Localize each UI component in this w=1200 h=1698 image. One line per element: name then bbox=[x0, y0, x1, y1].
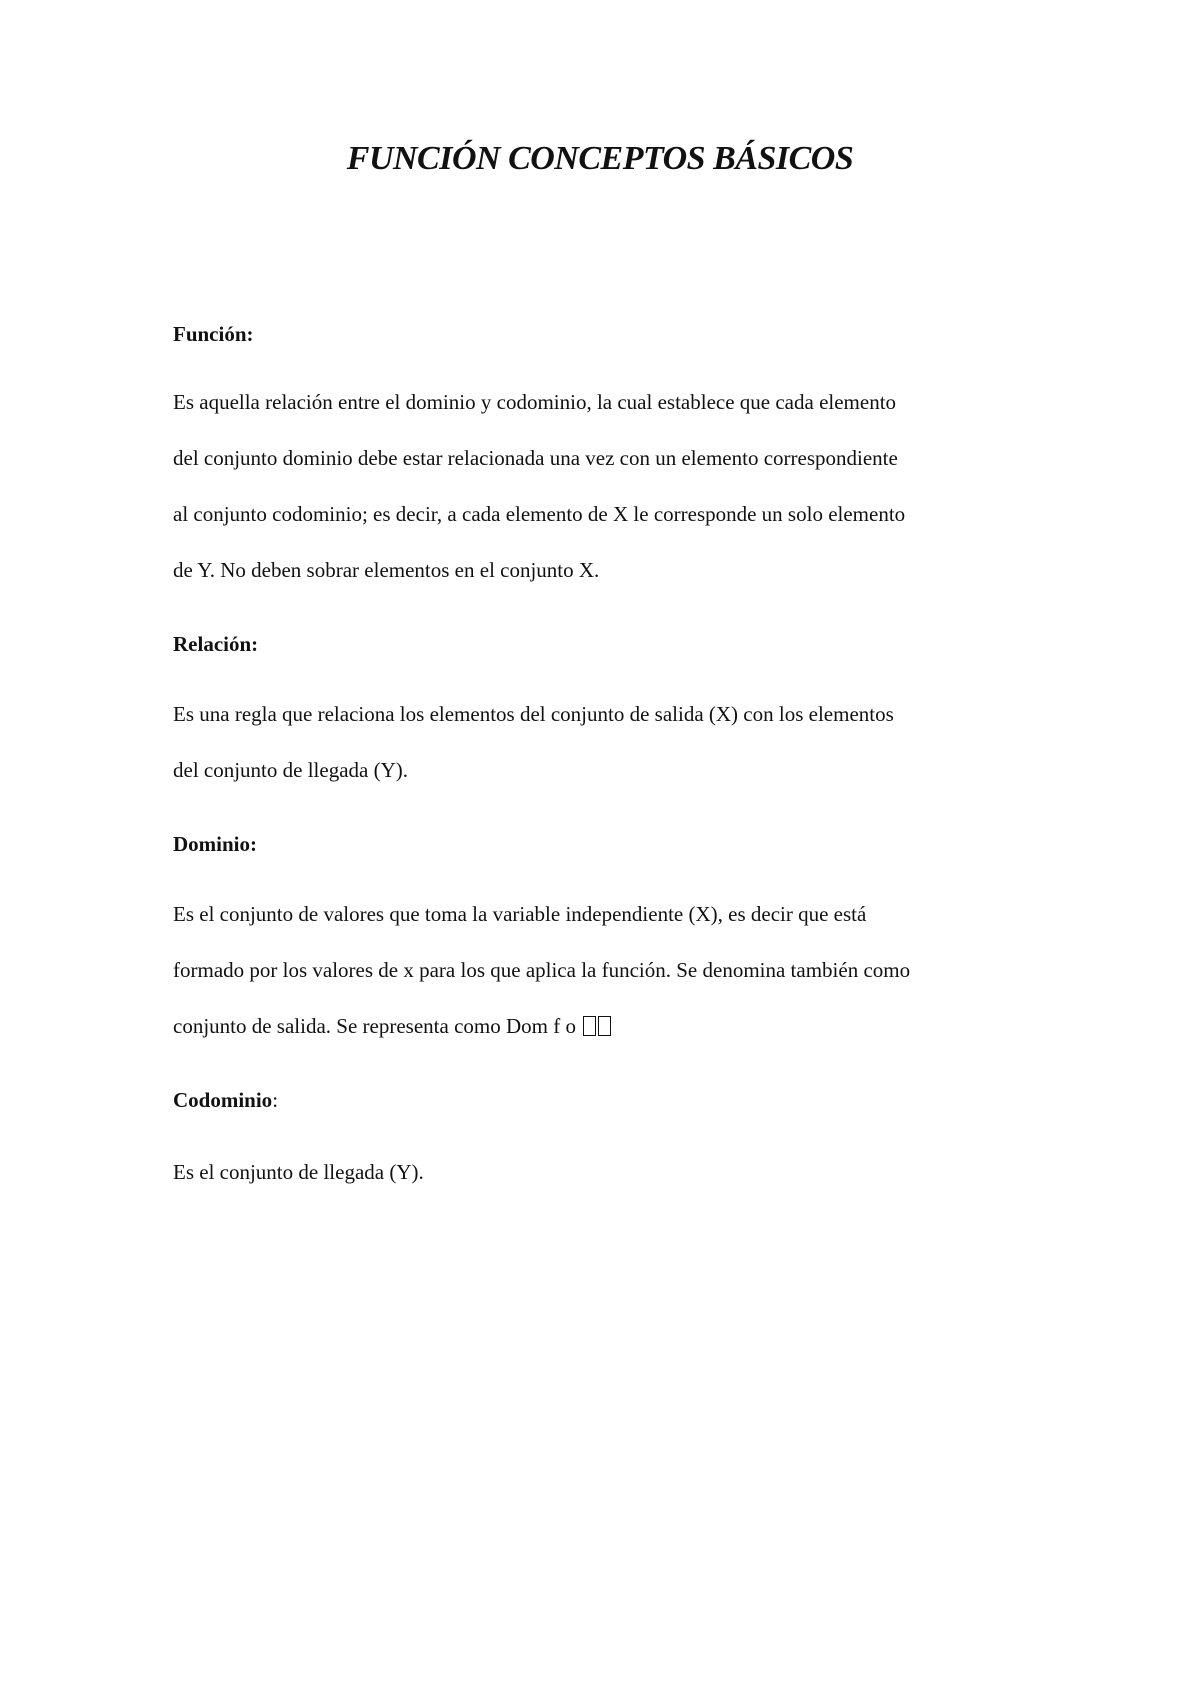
paragraph-line: Es el conjunto de valores que toma la variable independiente (X), es decir que está bbox=[173, 902, 867, 926]
paragraph-line-text: conjunto de salida. Se representa como Dom f o bbox=[173, 1014, 582, 1038]
paragraph-line: Es aquella relación entre el dominio y codominio, la cual establece que cada elemento bbox=[173, 390, 897, 414]
section-heading-funcion: Función: bbox=[173, 322, 254, 346]
paragraph-line: Es una regla que relaciona los elementos del conjunto de salida (X) con los elementos bbox=[173, 702, 894, 726]
section-heading-dominio: Dominio: bbox=[173, 832, 257, 856]
paragraph-line: del conjunto dominio debe estar relacionada una vez con un elemento correspondiente bbox=[173, 446, 898, 470]
missing-glyph-box bbox=[583, 1016, 596, 1036]
paragraph-line-with-symbol bbox=[173, 1014, 611, 1039]
section-heading-codominio bbox=[173, 1088, 278, 1113]
section-heading-relacion: Relación: bbox=[173, 632, 259, 656]
paragraph-line: de Y. No deben sobrar elementos en el conjunto X. bbox=[173, 558, 600, 582]
paragraph-line: formado por los valores de x para los que aplica la función. Se denomina también como bbox=[173, 958, 911, 982]
paragraph-line: Es el conjunto de llegada (Y). bbox=[173, 1160, 424, 1184]
heading-colon: : bbox=[272, 1088, 279, 1112]
paragraph-line: del conjunto de llegada (Y). bbox=[173, 758, 408, 782]
section-heading-text: Codominio bbox=[173, 1088, 273, 1112]
paragraph-line: al conjunto codominio; es decir, a cada elemento de X le corresponde un solo elemento bbox=[173, 502, 906, 526]
document-title: FUNCIÓN CONCEPTOS BÁSICOS bbox=[346, 140, 854, 177]
missing-glyph-box bbox=[598, 1016, 611, 1036]
